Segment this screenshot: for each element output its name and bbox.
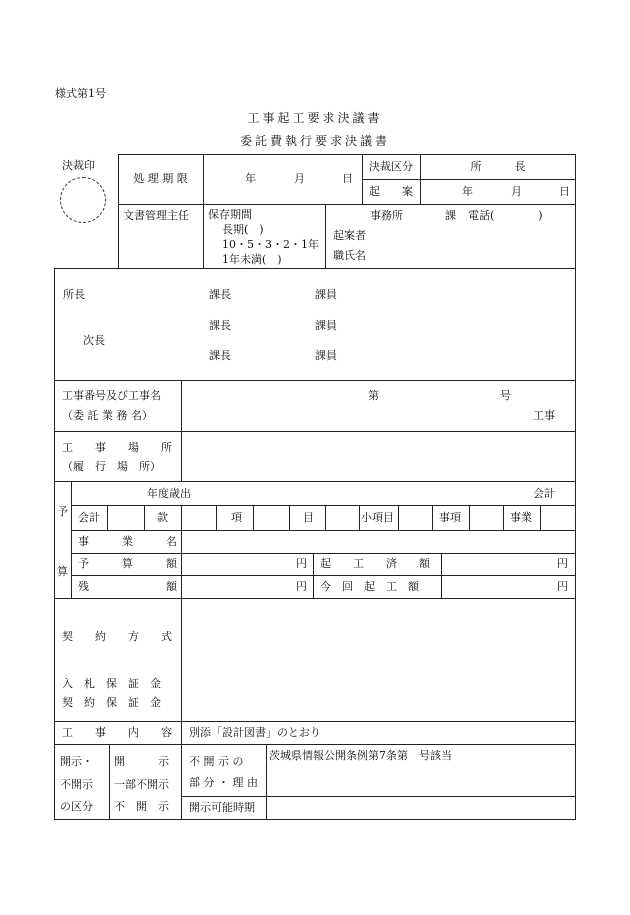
drafting-month: 月 <box>511 185 522 198</box>
started-amount-label: 起 工 済 額 <box>320 557 430 570</box>
non-disclosure-reason-1: 不 開 示 の <box>189 755 244 768</box>
option-not-disclose: 不 開 示 <box>114 800 169 813</box>
document-subtitle: 委託費執行要求決議書 <box>239 134 390 148</box>
staff-1: 課員 <box>315 288 337 301</box>
staff-2: 課員 <box>315 319 337 332</box>
approval-seal-label: 決裁印 <box>62 159 95 172</box>
remaining-yen: 円 <box>296 580 307 593</box>
kaikei-label: 会計 <box>78 511 100 524</box>
budget-amount-yen: 円 <box>296 557 307 570</box>
kan-label: 款 <box>157 511 168 524</box>
disclosure-class-3: の区分 <box>60 800 93 813</box>
deadline-month: 月 <box>294 172 305 185</box>
document-title: 工事起工要求決議書 <box>247 111 383 125</box>
drafting-day: 日 <box>559 185 570 198</box>
section-chief-2: 課長 <box>209 319 231 332</box>
processing-deadline-label: 処 理 期 限 <box>133 172 188 185</box>
decision-class-label: 決裁区分 <box>369 160 413 173</box>
staff-3: 課員 <box>315 349 337 362</box>
budget-amount-label: 予 算 額 <box>78 557 177 570</box>
option-disclose: 開 示 <box>114 755 169 768</box>
commission-name-label: （委 託 業 務 名） <box>62 409 153 422</box>
work-number-label: 工事番号及び工事名 <box>62 389 161 402</box>
name-label: 職氏名 <box>333 249 366 262</box>
option-partial: 一部不開示 <box>114 778 169 791</box>
form-number: 様式第1号 <box>55 87 106 100</box>
drafting-year: 年 <box>462 185 473 198</box>
work-no-suffix: 号 <box>500 389 511 402</box>
section-label: 課 <box>445 209 456 222</box>
jikou-label: 事項 <box>439 511 461 524</box>
drafter-label: 起案者 <box>333 229 366 242</box>
work-no-prefix: 第 <box>368 389 379 402</box>
work-content-value: 別添「設計図書」のとおり <box>189 726 321 739</box>
disclosure-class-1: 開示・ <box>60 755 93 768</box>
deputy-approval: 次長 <box>83 334 105 347</box>
deadline-day: 日 <box>342 172 353 185</box>
account-label: 会計 <box>533 487 555 500</box>
project-name-label: 事 業 名 <box>78 535 177 548</box>
disclosure-period-label: 開示可能時期 <box>189 801 255 814</box>
approval-seal-circle <box>60 177 106 223</box>
retention-label: 保存期間 <box>208 208 252 221</box>
disclosure-class-2: 不開示 <box>60 778 93 791</box>
budget-side-2: 算 <box>57 565 68 578</box>
phone-label: 電話( ) <box>468 209 543 222</box>
retention-less-than: 1年未満( ) <box>222 253 282 266</box>
director-class: 所 長 <box>470 160 526 173</box>
kou-label: 項 <box>231 511 242 524</box>
work-place-label: 工 事 場 所 <box>62 441 172 454</box>
office-label: 事務所 <box>370 209 403 222</box>
started-amount-yen: 円 <box>557 557 568 570</box>
section-chief-3: 課長 <box>209 349 231 362</box>
bid-deposit-label: 入 札 保 証 金 <box>62 677 161 690</box>
retention-years: 10・5・3・2・1年 <box>222 238 319 251</box>
deadline-year: 年 <box>245 172 256 185</box>
this-time-label: 今 回 起 工 額 <box>320 580 419 593</box>
budget-side-1: 予 <box>57 505 68 518</box>
jigyou-label: 事業 <box>510 511 532 524</box>
director-approval: 所長 <box>63 288 85 301</box>
work-content-label: 工 事 内 容 <box>62 726 172 739</box>
non-disclosure-reason-2: 部 分 ・ 理 由 <box>189 776 258 789</box>
fiscal-year-expenditure: 年度歳出 <box>147 487 191 500</box>
remaining-label: 残 額 <box>78 580 177 593</box>
ordinance-reference: 茨城県情報公開条例第7条第 号該当 <box>269 749 452 762</box>
retention-long: 長期( ) <box>222 223 264 236</box>
shoumoku-label: 小項目 <box>361 511 394 524</box>
drafting-label: 起 案 <box>369 185 413 198</box>
section-chief-1: 課長 <box>209 288 231 301</box>
contract-deposit-label: 契 約 保 証 金 <box>62 696 161 709</box>
moku-label: 目 <box>303 511 314 524</box>
this-time-yen: 円 <box>557 580 568 593</box>
work-suffix-koji: 工事 <box>533 409 555 422</box>
fulfillment-place-label: （履 行 場 所） <box>62 460 161 473</box>
doc-manager-label: 文書管理主任 <box>123 209 189 222</box>
contract-method-label: 契 約 方 式 <box>62 630 172 643</box>
